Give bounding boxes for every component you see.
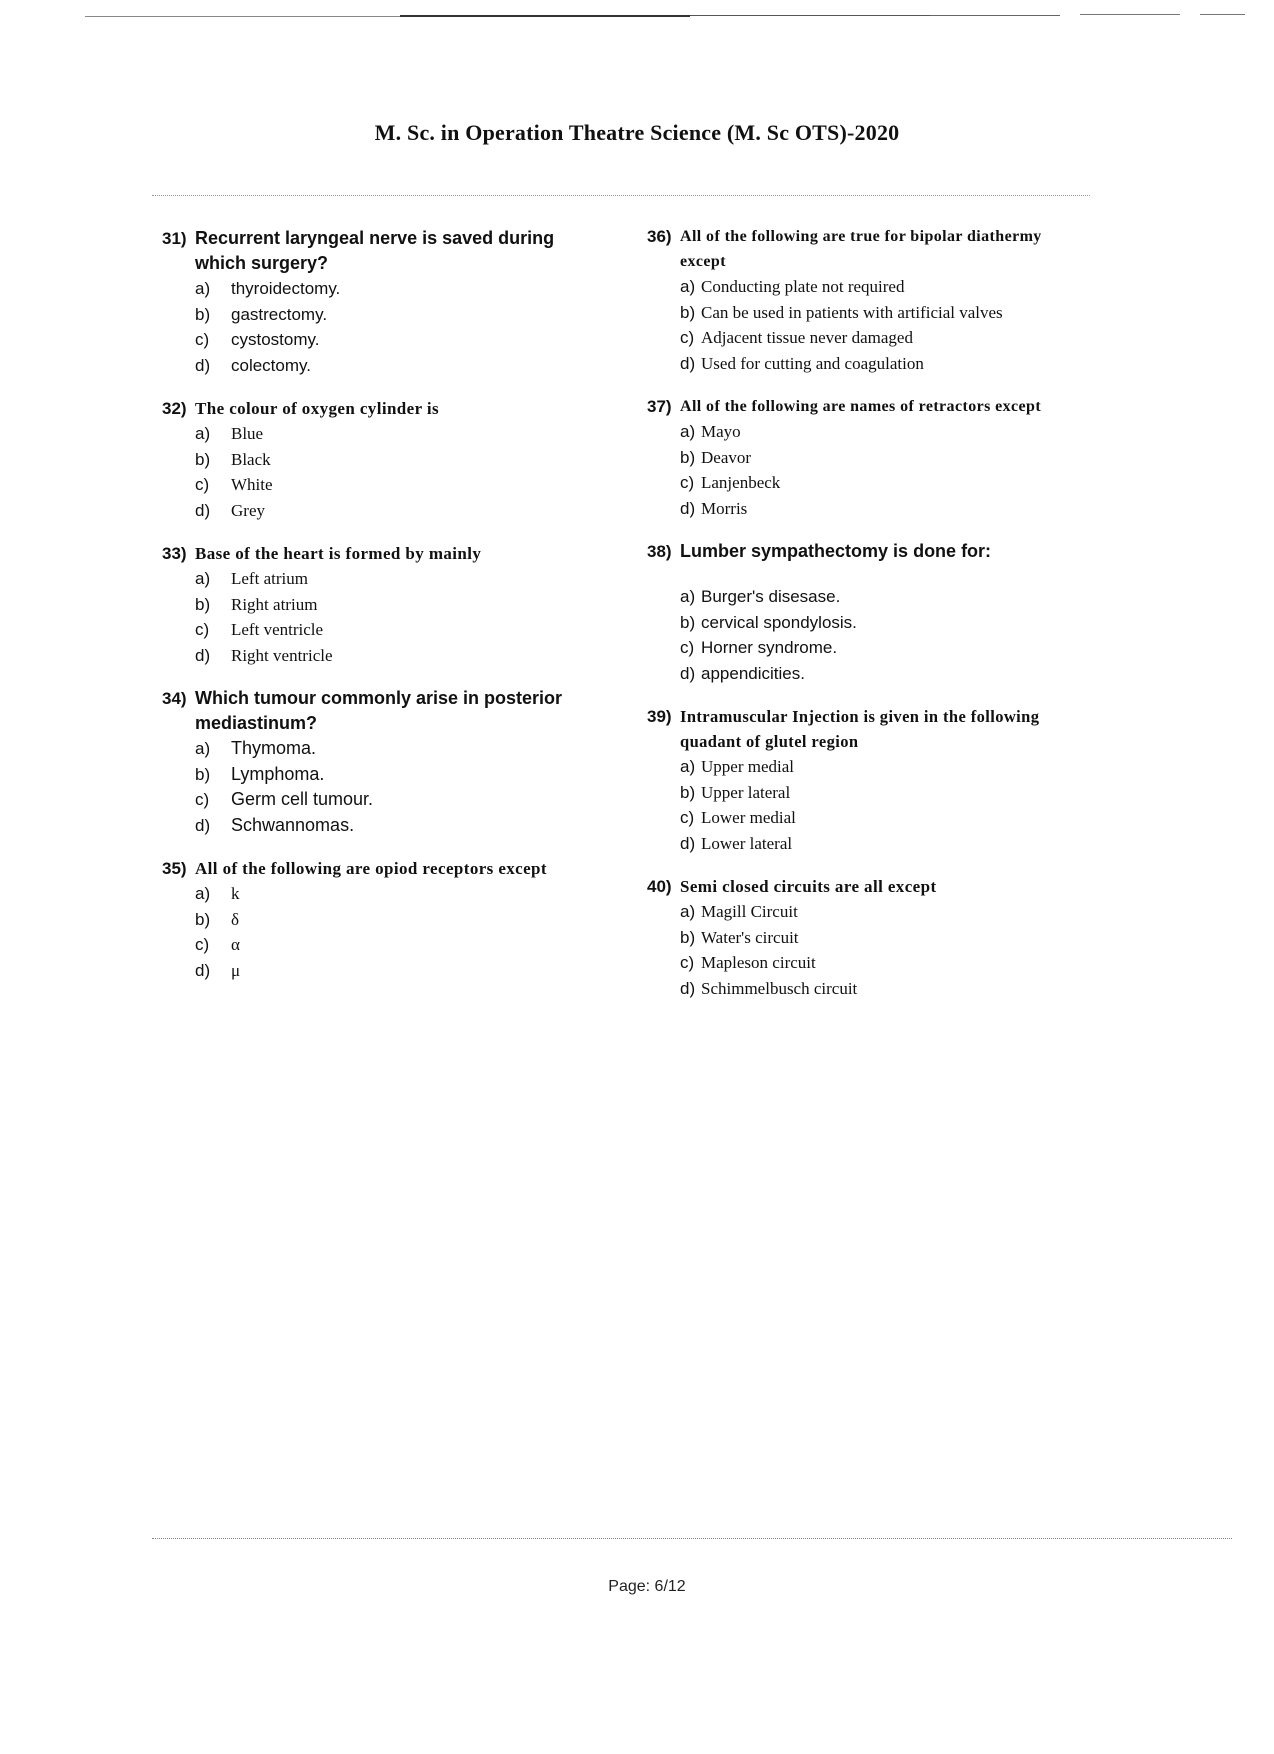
question-35 — [162, 856, 592, 983]
option-d — [195, 498, 592, 524]
option-text: Schwannomas. — [231, 814, 355, 835]
scan-artifact-line — [400, 15, 690, 17]
option-text: α — [231, 935, 240, 954]
option-d — [195, 643, 592, 669]
question-text: Semi closed circuits are all except — [680, 877, 937, 896]
option-text: colectomy. — [231, 355, 311, 375]
option-b — [680, 445, 1087, 471]
option-text: Water's circuit — [701, 927, 799, 947]
option-b — [680, 300, 1087, 326]
option-d — [680, 831, 1087, 857]
option-label: a) — [680, 902, 696, 921]
option-b — [195, 907, 592, 933]
option-label: a) — [680, 587, 696, 606]
header-divider — [152, 195, 1090, 196]
option-text: Blue — [231, 424, 264, 443]
option-text: Schimmelbusch circuit — [701, 978, 858, 998]
question-number: 39) — [647, 707, 672, 726]
option-text: appendicities. — [701, 663, 805, 683]
option-text: Germ cell tumour. — [231, 789, 374, 809]
option-label: c) — [680, 808, 695, 827]
option-a — [680, 584, 1087, 610]
option-text: Conducting plate not required — [701, 277, 905, 296]
option-text: Morris — [701, 498, 748, 518]
option-text: cystostomy. — [231, 330, 320, 349]
option-text: Thymoma. — [231, 738, 317, 758]
option-label: c) — [195, 790, 210, 809]
option-label: b) — [680, 612, 696, 632]
option-b — [680, 610, 1087, 636]
option-d — [680, 496, 1087, 522]
option-label: d) — [680, 978, 696, 998]
question-column-right — [647, 224, 1087, 1019]
question-column-left — [162, 226, 592, 1001]
option-label: b) — [195, 304, 211, 324]
option-c — [195, 472, 592, 498]
question-number: 34) — [162, 689, 187, 708]
question-text: Which tumour commonly arise in posterior mediastinum? — [195, 688, 563, 733]
option-a — [680, 899, 1087, 925]
option-text: Burger's disesase. — [701, 587, 841, 606]
option-label: c) — [680, 473, 695, 492]
option-text: Black — [231, 449, 271, 469]
scan-artifact-line — [1200, 14, 1245, 15]
option-label: c) — [680, 328, 695, 347]
question-number: 32) — [162, 399, 187, 418]
question-number: 37) — [647, 397, 672, 416]
option-b — [195, 592, 592, 618]
option-label: d) — [195, 500, 211, 520]
option-text: Upper lateral — [701, 782, 791, 802]
question-text: Base of the heart is formed by mainly — [195, 544, 482, 563]
question-31 — [162, 226, 592, 378]
option-a — [680, 274, 1087, 300]
question-text: Lumber sympathectomy is done for: — [680, 541, 992, 561]
option-text: Magill Circuit — [701, 902, 798, 921]
option-label: c) — [195, 620, 210, 639]
option-text: Upper medial — [701, 757, 794, 776]
option-text: gastrectomy. — [231, 304, 328, 324]
page-title: M. Sc. in Operation Theatre Science (M. Sc OTS)-2020 — [374, 120, 900, 145]
option-b — [195, 447, 592, 473]
option-label: b) — [195, 449, 211, 469]
option-text: Right atrium — [231, 594, 318, 614]
question-number: 35) — [162, 859, 187, 878]
option-label: c) — [680, 953, 695, 972]
option-label: d) — [195, 355, 211, 375]
option-label: d) — [680, 353, 696, 373]
option-text: Left atrium — [231, 569, 308, 588]
option-label: b) — [680, 782, 696, 802]
option-text: Lower medial — [701, 808, 796, 827]
option-d — [195, 958, 592, 984]
question-text: All of the following are true for bipolar diathermy except — [680, 228, 1042, 270]
question-32 — [162, 396, 592, 523]
option-c — [195, 327, 592, 353]
question-text: All of the following are names of retractors except — [680, 398, 1042, 415]
question-34 — [162, 686, 592, 838]
option-text: Adjacent tissue never damaged — [701, 328, 913, 347]
question-33 — [162, 541, 592, 668]
option-label: d) — [195, 815, 211, 835]
option-text: cervical spondylosis. — [701, 612, 857, 632]
option-label: d) — [680, 498, 696, 518]
option-text: δ — [231, 909, 240, 929]
option-text: White — [231, 475, 273, 494]
scan-artifact-line — [690, 15, 930, 16]
option-b — [195, 302, 592, 328]
scan-artifact-line — [85, 16, 405, 17]
option-a — [680, 419, 1087, 445]
option-a — [195, 421, 592, 447]
option-d — [195, 813, 592, 839]
option-label: b) — [195, 909, 211, 929]
option-c — [680, 635, 1087, 661]
option-d — [680, 976, 1087, 1002]
option-c — [680, 805, 1087, 831]
question-number: 33) — [162, 544, 187, 563]
option-a — [195, 566, 592, 592]
option-text: thyroidectomy. — [231, 279, 341, 298]
option-text: Mayo — [701, 422, 741, 441]
option-c — [195, 787, 592, 813]
option-d — [680, 661, 1087, 687]
question-text: Intramuscular Injection is given in the following quadant of glutel region — [680, 707, 1040, 751]
question-39 — [647, 704, 1087, 856]
option-label: c) — [195, 935, 210, 954]
option-text: μ — [231, 960, 241, 980]
option-text: Lower lateral — [701, 833, 793, 853]
option-c — [195, 617, 592, 643]
option-b — [680, 925, 1087, 951]
option-text: k — [231, 884, 240, 903]
option-text: Used for cutting and coagulation — [701, 353, 924, 373]
option-d — [195, 353, 592, 379]
question-number: 40) — [647, 877, 672, 896]
question-number: 36) — [647, 227, 672, 246]
option-c — [195, 932, 592, 958]
option-label: a) — [195, 739, 211, 758]
option-text: Mapleson circuit — [701, 953, 816, 972]
option-a — [195, 276, 592, 302]
option-d — [680, 351, 1087, 377]
spacer — [647, 564, 1087, 584]
question-37 — [647, 394, 1087, 521]
option-label: b) — [195, 594, 211, 614]
option-text: Right ventricle — [231, 645, 333, 665]
option-label: b) — [680, 927, 696, 947]
option-label: b) — [680, 447, 696, 467]
option-label: a) — [680, 277, 696, 296]
option-c — [680, 950, 1087, 976]
option-text: Grey — [231, 500, 265, 520]
question-number: 31) — [162, 229, 187, 248]
option-label: a) — [195, 424, 211, 443]
option-label: c) — [195, 330, 210, 349]
question-text: The colour of oxygen cylinder is — [195, 399, 440, 418]
option-text: Lymphoma. — [231, 763, 325, 784]
option-label: d) — [680, 663, 696, 683]
scan-artifact-line — [930, 15, 1060, 16]
option-label: c) — [680, 638, 695, 657]
question-38 — [647, 539, 1087, 686]
option-label: a) — [680, 757, 696, 776]
option-label: a) — [195, 569, 211, 588]
option-label: c) — [195, 475, 210, 494]
option-text: Deavor — [701, 447, 752, 467]
option-a — [680, 754, 1087, 780]
option-label: a) — [195, 884, 211, 903]
option-text: Lanjenbeck — [701, 473, 781, 492]
question-text: Recurrent laryngeal nerve is saved during which surgery? — [195, 228, 555, 273]
question-number: 38) — [647, 542, 672, 561]
option-label: b) — [195, 764, 211, 784]
footer-divider — [152, 1538, 1232, 1539]
page-number: Page: 6/12 — [608, 1578, 686, 1595]
option-label: b) — [680, 302, 696, 322]
question-40 — [647, 874, 1087, 1001]
option-text: Can be used in patients with artificial valves — [701, 302, 1003, 322]
option-b — [195, 762, 592, 788]
option-label: d) — [195, 645, 211, 665]
option-a — [195, 736, 592, 762]
option-b — [680, 780, 1087, 806]
question-text: All of the following are opiod receptors except — [195, 859, 547, 878]
option-c — [680, 470, 1087, 496]
option-text: Left ventricle — [231, 620, 324, 639]
option-label: d) — [195, 960, 211, 980]
scan-artifact-line — [1080, 14, 1180, 15]
option-text: Horner syndrome. — [701, 638, 838, 657]
question-36 — [647, 224, 1087, 376]
option-label: a) — [680, 422, 696, 441]
option-label: a) — [195, 279, 211, 298]
option-c — [680, 325, 1087, 351]
option-label: d) — [680, 833, 696, 853]
option-a — [195, 881, 592, 907]
